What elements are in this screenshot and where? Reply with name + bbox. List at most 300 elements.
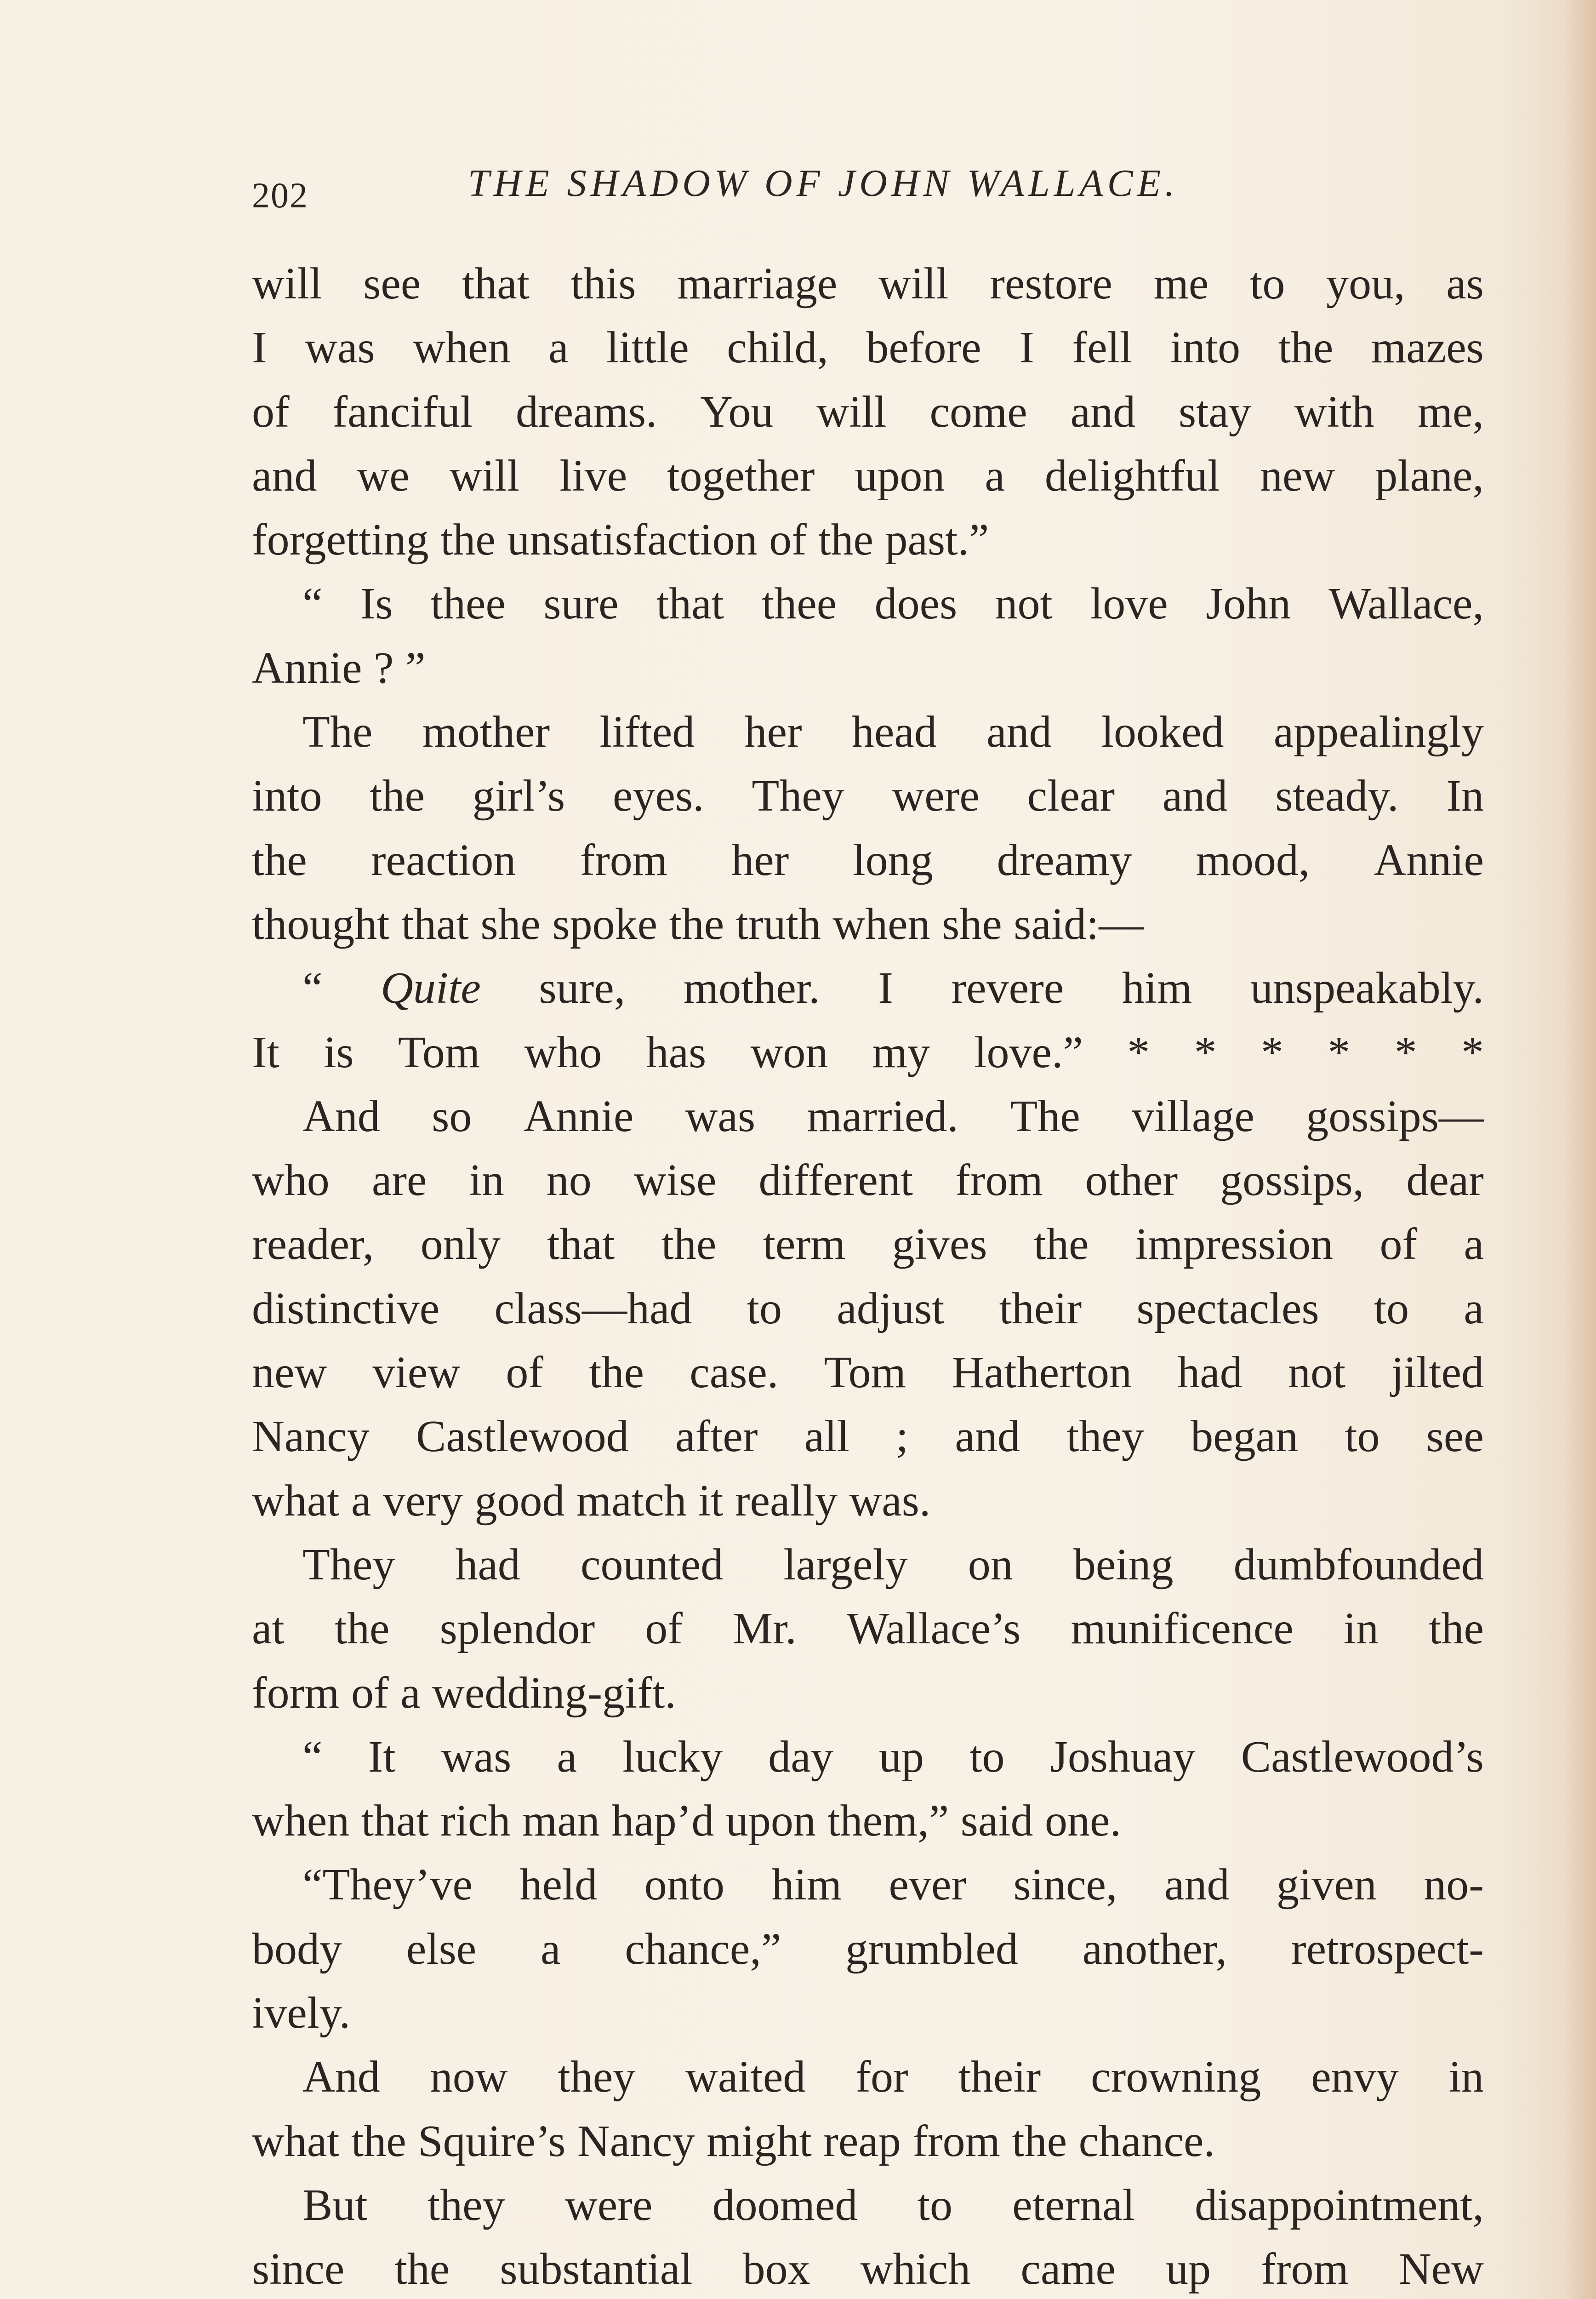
word: crowning: [1091, 2052, 1261, 2102]
word: Wallace,: [1328, 579, 1484, 629]
word: gossips—: [1306, 1091, 1484, 1141]
word: were: [892, 771, 980, 821]
word: forgetting: [252, 515, 429, 565]
word: onto: [644, 1860, 724, 1910]
word: a: [400, 1668, 421, 1718]
word: love.”: [974, 1027, 1083, 1077]
word: wise: [633, 1155, 717, 1206]
word: village: [1132, 1091, 1254, 1141]
word: from: [580, 835, 668, 885]
word: looked: [1101, 707, 1224, 757]
word: when: [832, 899, 930, 949]
word: to: [969, 1732, 1005, 1782]
word: it: [698, 1475, 724, 1526]
word: me,: [1417, 387, 1484, 437]
word: I: [878, 963, 893, 1013]
word: of: [645, 1604, 683, 1654]
text-line: [252, 316, 1484, 380]
word: Wallace’s: [846, 1604, 1021, 1654]
word: “: [302, 579, 323, 629]
word: dear: [1406, 1155, 1484, 1206]
word: mood,: [1196, 835, 1310, 885]
word: reap: [823, 2116, 901, 2166]
word: retrospect-: [1291, 1924, 1484, 1974]
word: being: [1073, 1539, 1174, 1590]
word: *: [1260, 1027, 1283, 1077]
word: see: [1426, 1412, 1484, 1462]
word: Hatherton: [952, 1348, 1132, 1398]
word: *: [1394, 1027, 1417, 1077]
word: And: [302, 2052, 380, 2102]
word: mother: [422, 707, 550, 757]
word: her: [744, 707, 802, 757]
word: doomed: [712, 2180, 858, 2230]
word: given: [1277, 1860, 1377, 1910]
word: in: [1448, 2052, 1484, 2102]
word: ”: [405, 643, 426, 693]
word: fell: [1072, 323, 1133, 373]
word: day: [768, 1732, 833, 1782]
word: what: [252, 2116, 340, 2166]
word: will: [449, 451, 520, 501]
word: the: [589, 1348, 644, 1398]
word: dreams.: [516, 387, 657, 437]
word: all: [804, 1412, 849, 1462]
word: she: [480, 899, 541, 949]
word: her: [731, 835, 789, 885]
word: chance.: [1078, 2116, 1215, 2166]
word: since,: [1013, 1860, 1117, 1910]
word: before: [866, 323, 981, 373]
word: and: [252, 451, 317, 501]
word: to: [1345, 1412, 1380, 1462]
word: *: [1461, 1027, 1484, 1077]
word: of: [1379, 1219, 1418, 1270]
word: what: [252, 1475, 340, 1526]
word: will: [878, 259, 949, 309]
word: “They’ve: [302, 1860, 473, 1910]
text-line: [252, 1341, 1484, 1405]
text-line: [252, 1981, 1484, 2045]
word: reaction: [370, 835, 516, 885]
word: other: [1085, 1155, 1178, 1206]
word: Nancy: [252, 1412, 370, 1462]
word: the: [1278, 323, 1334, 373]
word: Tom: [398, 1027, 480, 1077]
word: mazes: [1371, 323, 1484, 373]
word: Squire’s: [418, 2116, 566, 2166]
word: him: [1122, 963, 1192, 1013]
word: a: [1464, 1283, 1484, 1333]
word: which: [860, 2244, 971, 2294]
word: past.”: [885, 515, 989, 565]
word: you,: [1326, 259, 1405, 309]
word: You: [700, 387, 774, 437]
text-line: [252, 956, 1484, 1020]
word: a: [541, 1924, 561, 1974]
word: match: [576, 1475, 687, 1526]
word: marriage: [677, 259, 838, 309]
word: grumbled: [845, 1924, 1018, 1974]
word: was: [305, 323, 375, 373]
word: distinctive: [252, 1283, 440, 1333]
word: who: [524, 1027, 602, 1077]
text-line: [252, 1789, 1484, 1853]
word: the: [370, 771, 425, 821]
running-head: [252, 161, 1278, 216]
word: to: [747, 1283, 782, 1333]
word: for: [855, 2052, 908, 2102]
word: is: [324, 1027, 354, 1077]
word: had: [455, 1539, 520, 1590]
word: substantial: [500, 2244, 693, 2294]
word: to: [1250, 259, 1285, 309]
word: Castlewood: [416, 1412, 629, 1462]
text-line: [252, 508, 1484, 572]
running-title: THE SHADOW OF JOHN WALLACE.: [468, 162, 1179, 205]
word: body: [252, 1924, 342, 1974]
word: love: [1090, 579, 1168, 629]
text-line: [252, 636, 1484, 700]
word: a: [351, 1475, 371, 1526]
word: delightful: [1044, 451, 1220, 501]
word: jilted: [1391, 1348, 1484, 1398]
word: their: [999, 1283, 1082, 1333]
word: on: [968, 1539, 1013, 1590]
word: thought: [252, 899, 390, 949]
word: ively.: [252, 1988, 351, 2038]
word: new: [1260, 451, 1335, 501]
word: Annie: [523, 1091, 634, 1141]
word: case.: [690, 1348, 779, 1398]
word: new: [252, 1348, 327, 1398]
word: eyes.: [612, 771, 704, 821]
word: had: [1177, 1348, 1243, 1398]
text-line: [252, 572, 1484, 636]
word: reader,: [252, 1219, 374, 1270]
word: ?: [373, 643, 394, 693]
word: from: [1261, 2244, 1349, 2294]
word: of: [252, 387, 290, 437]
word: the: [818, 515, 873, 565]
word: sure,: [539, 963, 626, 1013]
word: New: [1398, 2244, 1484, 2294]
word: will: [252, 259, 322, 309]
word: a: [557, 1732, 577, 1782]
word: head: [851, 707, 937, 757]
word: *: [1328, 1027, 1351, 1077]
word: lifted: [599, 707, 695, 757]
word: Mr.: [732, 1604, 797, 1654]
word: does: [874, 579, 958, 629]
text-line: [252, 1533, 1484, 1597]
word: said:—: [1014, 899, 1144, 949]
word: was: [441, 1732, 512, 1782]
word: up: [879, 1732, 924, 1782]
word: adjust: [837, 1283, 945, 1333]
word: disappointment,: [1195, 2180, 1484, 2230]
word: at: [252, 1604, 285, 1654]
word: no: [546, 1155, 592, 1206]
word: sure: [543, 579, 619, 629]
word: when: [413, 323, 511, 373]
word: truth: [735, 899, 821, 949]
word: Tom: [824, 1348, 906, 1398]
word: was.: [849, 1475, 931, 1526]
text-line: [252, 380, 1484, 444]
word: gossips,: [1220, 1155, 1364, 1206]
word: dumbfounded: [1233, 1539, 1484, 1590]
word: the: [351, 2116, 406, 2166]
word: they: [427, 2180, 505, 2230]
word: envy: [1311, 2052, 1399, 2102]
word: good: [474, 1475, 565, 1526]
word: the: [334, 1604, 390, 1654]
word: ;: [895, 1412, 909, 1462]
word: me: [1153, 259, 1209, 309]
word: Nancy: [577, 2116, 695, 2166]
word: up: [1166, 2244, 1211, 2294]
word: John: [1205, 579, 1291, 629]
word: that: [656, 579, 724, 629]
word: and: [1164, 1860, 1230, 1910]
word: Annie: [1374, 835, 1484, 885]
word: the: [252, 835, 307, 885]
word: came: [1020, 2244, 1116, 2294]
text-line: [252, 2237, 1484, 2299]
word: clear: [1027, 771, 1115, 821]
word: the: [394, 2244, 450, 2294]
word: waited: [685, 2052, 806, 2102]
word: gives: [892, 1219, 987, 1270]
word: in: [1343, 1604, 1379, 1654]
word: impression: [1135, 1219, 1334, 1270]
word: from: [955, 1155, 1043, 1206]
word: They: [302, 1539, 395, 1590]
text-line: [252, 2173, 1484, 2237]
word: that: [462, 259, 530, 309]
word: she: [942, 899, 1002, 949]
word: and: [1162, 771, 1228, 821]
text-line: [252, 700, 1484, 764]
word: that: [547, 1219, 615, 1270]
word: restore: [990, 259, 1112, 309]
word: rich: [440, 1796, 511, 1846]
word: only: [420, 1219, 501, 1270]
word: view: [372, 1348, 461, 1398]
word: the: [440, 515, 496, 565]
text-line: [252, 1212, 1484, 1276]
word: won: [750, 1027, 828, 1077]
word: appealingly: [1273, 707, 1484, 757]
page-edge-shadow: [1564, 0, 1596, 2299]
text-line: [252, 1405, 1484, 1469]
word: to: [917, 2180, 952, 2230]
word: girl’s: [472, 771, 565, 821]
word: we: [357, 451, 410, 501]
word: that: [401, 899, 469, 949]
word: might: [707, 2116, 812, 2166]
word: so: [432, 1091, 472, 1141]
word: the: [669, 899, 724, 949]
word: their: [958, 2052, 1041, 2102]
word: thee: [430, 579, 506, 629]
word: and: [986, 707, 1052, 757]
word: no-: [1424, 1860, 1484, 1910]
word: Annie: [252, 643, 362, 693]
word: In: [1446, 771, 1484, 821]
word: “: [302, 1732, 323, 1782]
word: spoke: [552, 899, 658, 949]
word: spectacles: [1136, 1283, 1319, 1333]
word: Is: [360, 579, 393, 629]
word: It: [252, 1027, 279, 1077]
body-text: [252, 252, 1484, 2299]
word: since: [252, 2244, 345, 2294]
word: of: [506, 1348, 543, 1398]
page-number: 202: [252, 175, 308, 215]
text-line: [252, 2110, 1484, 2173]
word: *: [1194, 1027, 1217, 1077]
word: term: [763, 1219, 846, 1270]
word: was: [685, 1091, 756, 1141]
word: Castlewood’s: [1241, 1732, 1484, 1782]
word: largely: [783, 1539, 908, 1590]
word: held: [519, 1860, 598, 1910]
text-line: [252, 1021, 1484, 1085]
text-line: [252, 1085, 1484, 1149]
word: eternal: [1012, 2180, 1135, 2230]
word: the: [1429, 1604, 1484, 1654]
word: said: [960, 1796, 1033, 1846]
word: dreamy: [997, 835, 1132, 885]
text-line: [252, 764, 1484, 828]
word: fanciful: [332, 387, 473, 437]
word: form: [252, 1668, 340, 1718]
text-line: [252, 892, 1484, 956]
word: and: [955, 1412, 1020, 1462]
word: the: [1033, 1219, 1089, 1270]
word: not: [995, 579, 1053, 629]
text-line: [252, 829, 1484, 892]
word: splendor: [439, 1604, 595, 1654]
text-line: [252, 1853, 1484, 1917]
word: lucky: [622, 1732, 723, 1782]
word: this: [570, 259, 636, 309]
word: a: [1464, 1219, 1484, 1270]
word: plane,: [1375, 451, 1484, 501]
text-line: [252, 444, 1484, 508]
word: of: [769, 515, 807, 565]
word: The: [1010, 1091, 1080, 1141]
text-line: [252, 1277, 1484, 1341]
word: box: [742, 2244, 810, 2294]
word: live: [559, 451, 627, 501]
word: little: [606, 323, 689, 373]
word: one.: [1045, 1796, 1122, 1846]
word: wedding-gift.: [432, 1668, 676, 1718]
word: they: [1066, 1412, 1144, 1462]
word: chance,”: [625, 1924, 781, 1974]
word: Joshuay: [1050, 1732, 1196, 1782]
word: really: [735, 1475, 838, 1526]
word: not: [1288, 1348, 1346, 1398]
word: mother.: [683, 963, 820, 1013]
word: with: [1294, 387, 1374, 437]
word: now: [430, 2052, 508, 2102]
word: upon: [725, 1796, 816, 1846]
word: I: [1019, 323, 1034, 373]
word: different: [758, 1155, 913, 1206]
word: very: [382, 1475, 463, 1526]
text-line: [252, 1725, 1484, 1789]
word: come: [929, 387, 1027, 437]
text-line: [252, 1469, 1484, 1533]
word: ever: [889, 1860, 967, 1910]
word: revere: [951, 963, 1064, 1013]
word: the: [661, 1219, 717, 1270]
word: were: [564, 2180, 653, 2230]
word: when: [252, 1796, 350, 1846]
word: munificence: [1071, 1604, 1294, 1654]
word: They: [752, 771, 844, 821]
word: counted: [581, 1539, 724, 1590]
word: And: [302, 1091, 380, 1141]
word: a: [548, 323, 569, 373]
word: “: [302, 963, 323, 1013]
text-line: [252, 1661, 1484, 1725]
word: another,: [1082, 1924, 1227, 1974]
word: my: [872, 1027, 930, 1077]
text-line: [252, 2045, 1484, 2109]
word: them,”: [827, 1796, 949, 1846]
word: unspeakably.: [1250, 963, 1484, 1013]
word: But: [302, 2180, 368, 2230]
word: Quite: [381, 963, 481, 1013]
word: child,: [727, 323, 828, 373]
word: to: [1374, 1283, 1409, 1333]
word: will: [816, 387, 887, 437]
word: man: [522, 1796, 600, 1846]
word: unsatisfaction: [507, 515, 758, 565]
word: a: [985, 451, 1005, 501]
word: in: [469, 1155, 504, 1206]
word: together: [667, 451, 815, 501]
text-line: [252, 1917, 1484, 1981]
text-line: [252, 252, 1484, 316]
word: into: [252, 771, 322, 821]
word: they: [558, 2052, 636, 2102]
word: and: [1070, 387, 1136, 437]
word: that: [361, 1796, 429, 1846]
word: steady.: [1275, 771, 1399, 821]
word: has: [646, 1027, 707, 1077]
word: else: [406, 1924, 477, 1974]
word: married.: [807, 1091, 958, 1141]
text-line: [252, 1149, 1484, 1212]
word: began: [1191, 1412, 1299, 1462]
word: thee: [762, 579, 837, 629]
word: upon: [855, 451, 945, 501]
word: are: [371, 1155, 427, 1206]
text-line: [252, 1597, 1484, 1661]
word: *: [1127, 1027, 1150, 1077]
word: The: [302, 707, 373, 757]
word: from: [912, 2116, 1000, 2166]
word: It: [368, 1732, 396, 1782]
word: I: [252, 323, 267, 373]
word: hap’d: [611, 1796, 714, 1846]
